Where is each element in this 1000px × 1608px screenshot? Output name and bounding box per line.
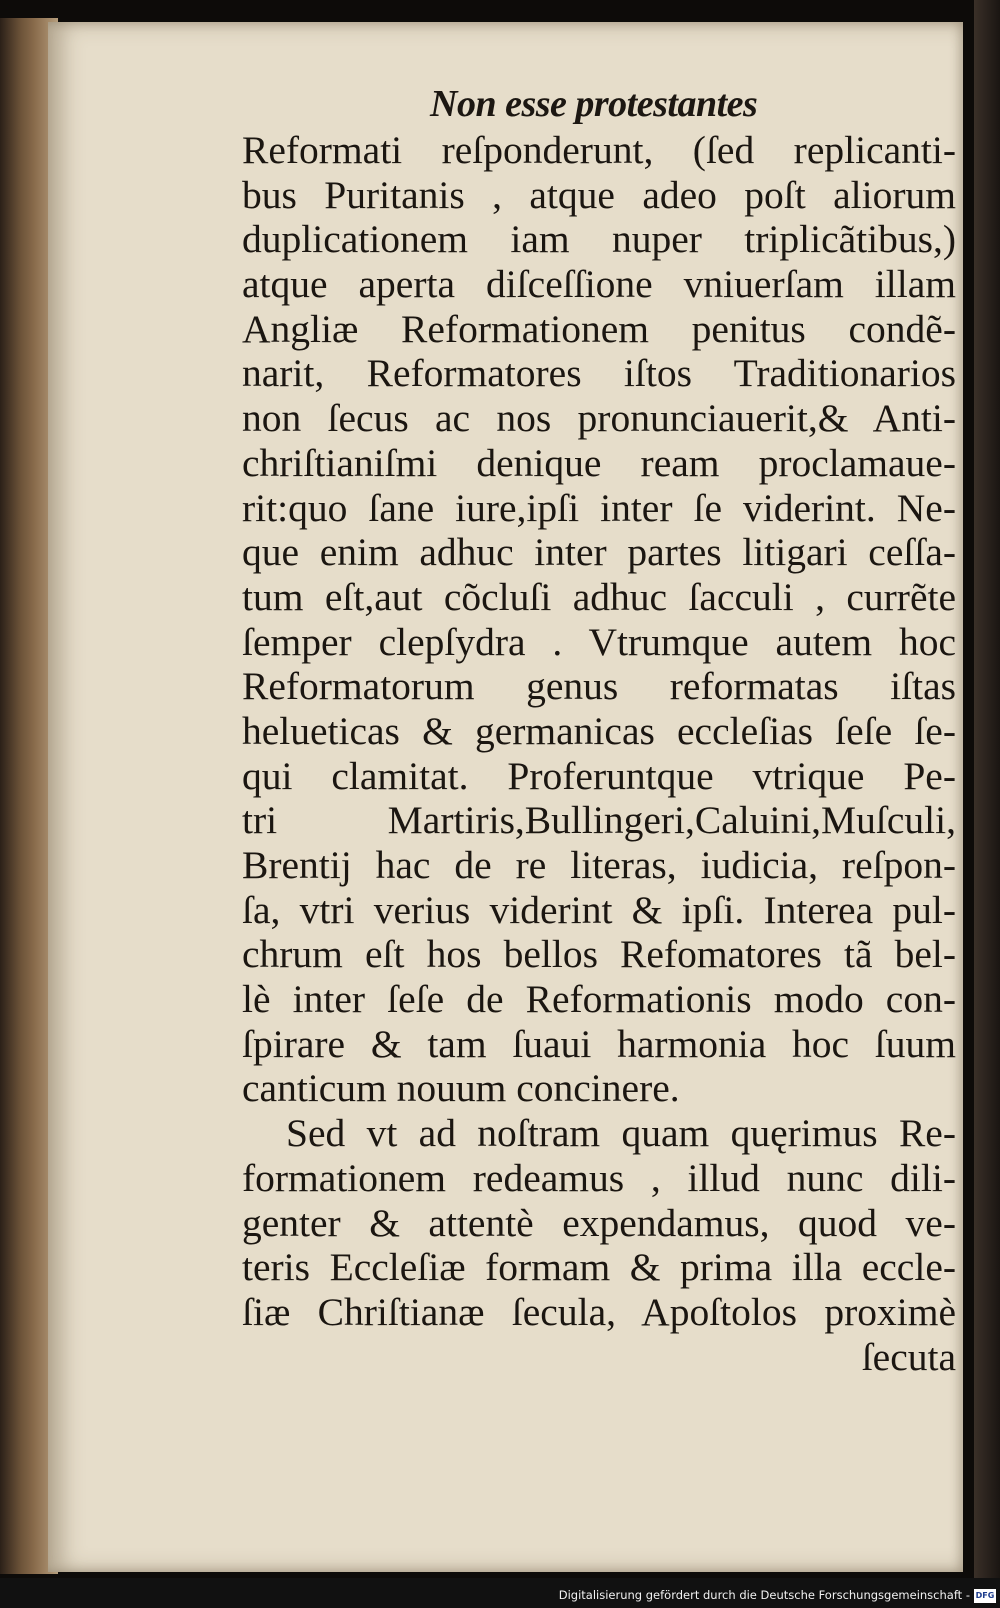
text-line: formationem redeamus , illud nunc dili-	[242, 1155, 956, 1200]
text-line: narit, Reformatores iſtos Traditionarios	[242, 351, 956, 396]
text-line: ſemper clepſydra . Vtrumque autem hoc	[242, 619, 956, 664]
text-line: atque aperta diſceſſione vniuerſam illam	[242, 262, 956, 307]
text-line: teris Eccleſiæ formam & prima illa eccle-	[242, 1245, 956, 1290]
text-line: helueticas & germanicas eccleſias ſeſe ſe-	[242, 708, 956, 753]
text-line: ſa, vtri verius viderint & ipſi. Interea pul-	[242, 887, 956, 932]
text-line: tum eſt,aut cõcluſi adhuc ſacculi , currẽte	[242, 574, 956, 619]
page-right-edge	[974, 0, 1000, 1580]
dfg-logo-icon: DFG	[974, 1589, 996, 1603]
text-line: lè inter ſeſe de Reformationis modo con-	[242, 977, 956, 1022]
text-line: chriſtianiſmi denique ream proclamaue-	[242, 440, 956, 485]
text-line: Brentij hac de re literas, iudicia, reſpon-	[242, 843, 956, 887]
text-line: duplicationem iam nuper triplicãtibus,)	[242, 217, 956, 262]
text-line: tri Martiris,Bullingeri,Caluini,Muſculi,	[242, 798, 956, 843]
text-line: rit:quo ſane iure,ipſi inter ſe viderint. Ne-	[242, 485, 956, 530]
text-line: qui clamitat. Proferuntque vtrique Pe-	[242, 753, 956, 798]
running-header: Non esse protestantes	[430, 83, 758, 125]
text-line: Reformatorum genus reformatas iſtas	[242, 664, 956, 709]
text-line: non ſecus ac nos pronunciauerit,& Anti-	[242, 396, 956, 441]
text-line: Angliæ Reformationem penitus condẽ-	[242, 306, 956, 351]
text-line: Sed vt ad noſtram quam quęrimus Re-	[286, 1111, 956, 1156]
text-line: canticum nouum concinere.	[242, 1066, 680, 1111]
text-line: que enim adhuc inter partes litigari ceſſa-	[242, 530, 956, 575]
page-text	[242, 128, 956, 1379]
text-line: genter & attentè expendamus, quod ve-	[242, 1200, 956, 1245]
funding-credit: Digitalisierung gefördert durch die Deutsche Forschungsgemeinschaft -	[558, 1588, 970, 1602]
text-line: bus Puritanis , atque adeo poſt aliorum	[242, 172, 956, 217]
text-line: ſpirare & tam ſuaui harmonia hoc ſuum	[242, 1021, 956, 1066]
text-line: chrum eſt hos bellos Refomatores tã bel-	[242, 932, 956, 977]
text-line: Reformati reſponderunt, (ſed replicanti-	[242, 128, 956, 172]
text-line: ſiæ Chriſtianæ ſecula, Apoſtolos proximè	[242, 1289, 956, 1334]
catchword: ſecuta	[861, 1334, 956, 1379]
